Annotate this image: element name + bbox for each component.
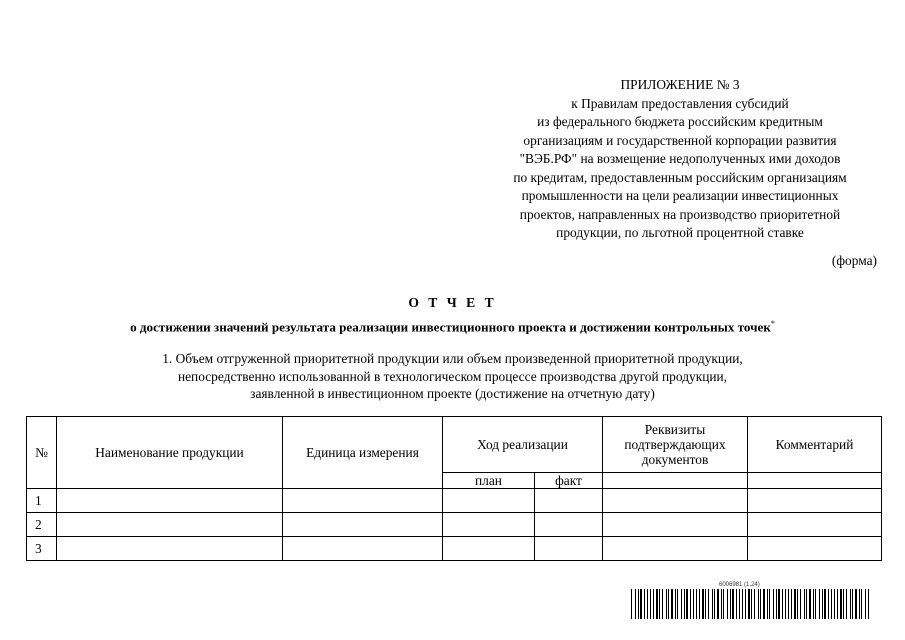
cell-docs bbox=[603, 513, 748, 537]
footnote-mark: * bbox=[770, 319, 775, 328]
appendix-line: организациям и государственной корпорации развития bbox=[523, 132, 837, 148]
cell-plan bbox=[443, 537, 535, 561]
cell-fact bbox=[535, 537, 603, 561]
table-row bbox=[27, 513, 882, 537]
section-line: 1. Объем отгруженной приоритетной продукции или объем произведенной приоритетной продукции, bbox=[162, 351, 743, 366]
cell-product bbox=[57, 537, 283, 561]
row-num: 2 bbox=[27, 513, 57, 537]
section-line: заявленной в инвестиционном проекте (достижение на отчетную дату) bbox=[250, 386, 655, 401]
report-subtitle-text: о достижении значений результата реализации инвестиционного проекта и достижении контрольных точек bbox=[130, 319, 771, 335]
cell-unit bbox=[283, 489, 443, 513]
cell-plan bbox=[443, 513, 535, 537]
cell-docs bbox=[603, 489, 748, 513]
cell-plan bbox=[443, 489, 535, 513]
header-num: № bbox=[27, 417, 57, 489]
appendix-title: ПРИЛОЖЕНИЕ № 3 bbox=[620, 77, 740, 92]
header-comment-empty bbox=[748, 473, 882, 489]
report-title: О Т Ч Е Т bbox=[408, 295, 497, 310]
appendix-line: "ВЭБ.РФ" на возмещение недополученных ими доходов bbox=[519, 151, 841, 166]
cell-product bbox=[57, 513, 283, 537]
appendix-line: продукции, по льготной процентной ставке bbox=[556, 225, 804, 240]
header-plan: план bbox=[443, 473, 535, 489]
appendix-line: промышленности на цели реализации инвестиционных bbox=[521, 188, 839, 203]
appendix-line: по кредитам, предоставленным российским организациям bbox=[513, 169, 847, 185]
section-line: непосредственно использованной в технологическом процессе производства другой продукции, bbox=[177, 368, 728, 384]
cell-comment bbox=[748, 513, 882, 537]
header-progress: Ход реализации bbox=[443, 417, 603, 473]
barcode-code: 6006981 (1.24) bbox=[719, 582, 760, 588]
barcode-bars bbox=[631, 589, 871, 619]
header-docs-empty bbox=[603, 473, 748, 489]
barcode bbox=[631, 581, 871, 619]
cell-docs bbox=[603, 537, 748, 561]
report-table bbox=[26, 416, 882, 561]
cell-unit bbox=[283, 513, 443, 537]
header-comment: Комментарий bbox=[748, 417, 882, 473]
cell-fact bbox=[535, 489, 603, 513]
cell-comment bbox=[748, 489, 882, 513]
header-fact: факт bbox=[535, 473, 603, 489]
form-label: (форма) bbox=[831, 253, 877, 268]
cell-comment bbox=[748, 537, 882, 561]
appendix-line: из федерального бюджета российским кредитным bbox=[537, 114, 823, 129]
header-unit: Единица измерения bbox=[283, 417, 443, 489]
cell-fact bbox=[535, 513, 603, 537]
cell-product bbox=[57, 489, 283, 513]
section-title bbox=[90, 350, 815, 403]
appendix-line: к Правилам предоставления субсидий bbox=[571, 95, 789, 111]
row-num: 3 bbox=[27, 537, 57, 561]
appendix-line: проектов, направленных на производство приоритетной bbox=[519, 206, 841, 222]
cell-unit bbox=[283, 537, 443, 561]
table-row bbox=[27, 537, 882, 561]
header-product: Наименование продукции bbox=[57, 417, 283, 489]
appendix-block bbox=[480, 76, 880, 243]
row-num: 1 bbox=[27, 489, 57, 513]
report-subtitle bbox=[0, 319, 905, 335]
table-row bbox=[27, 489, 882, 513]
header-docs: Реквизиты подтверждающих документов bbox=[603, 417, 748, 473]
